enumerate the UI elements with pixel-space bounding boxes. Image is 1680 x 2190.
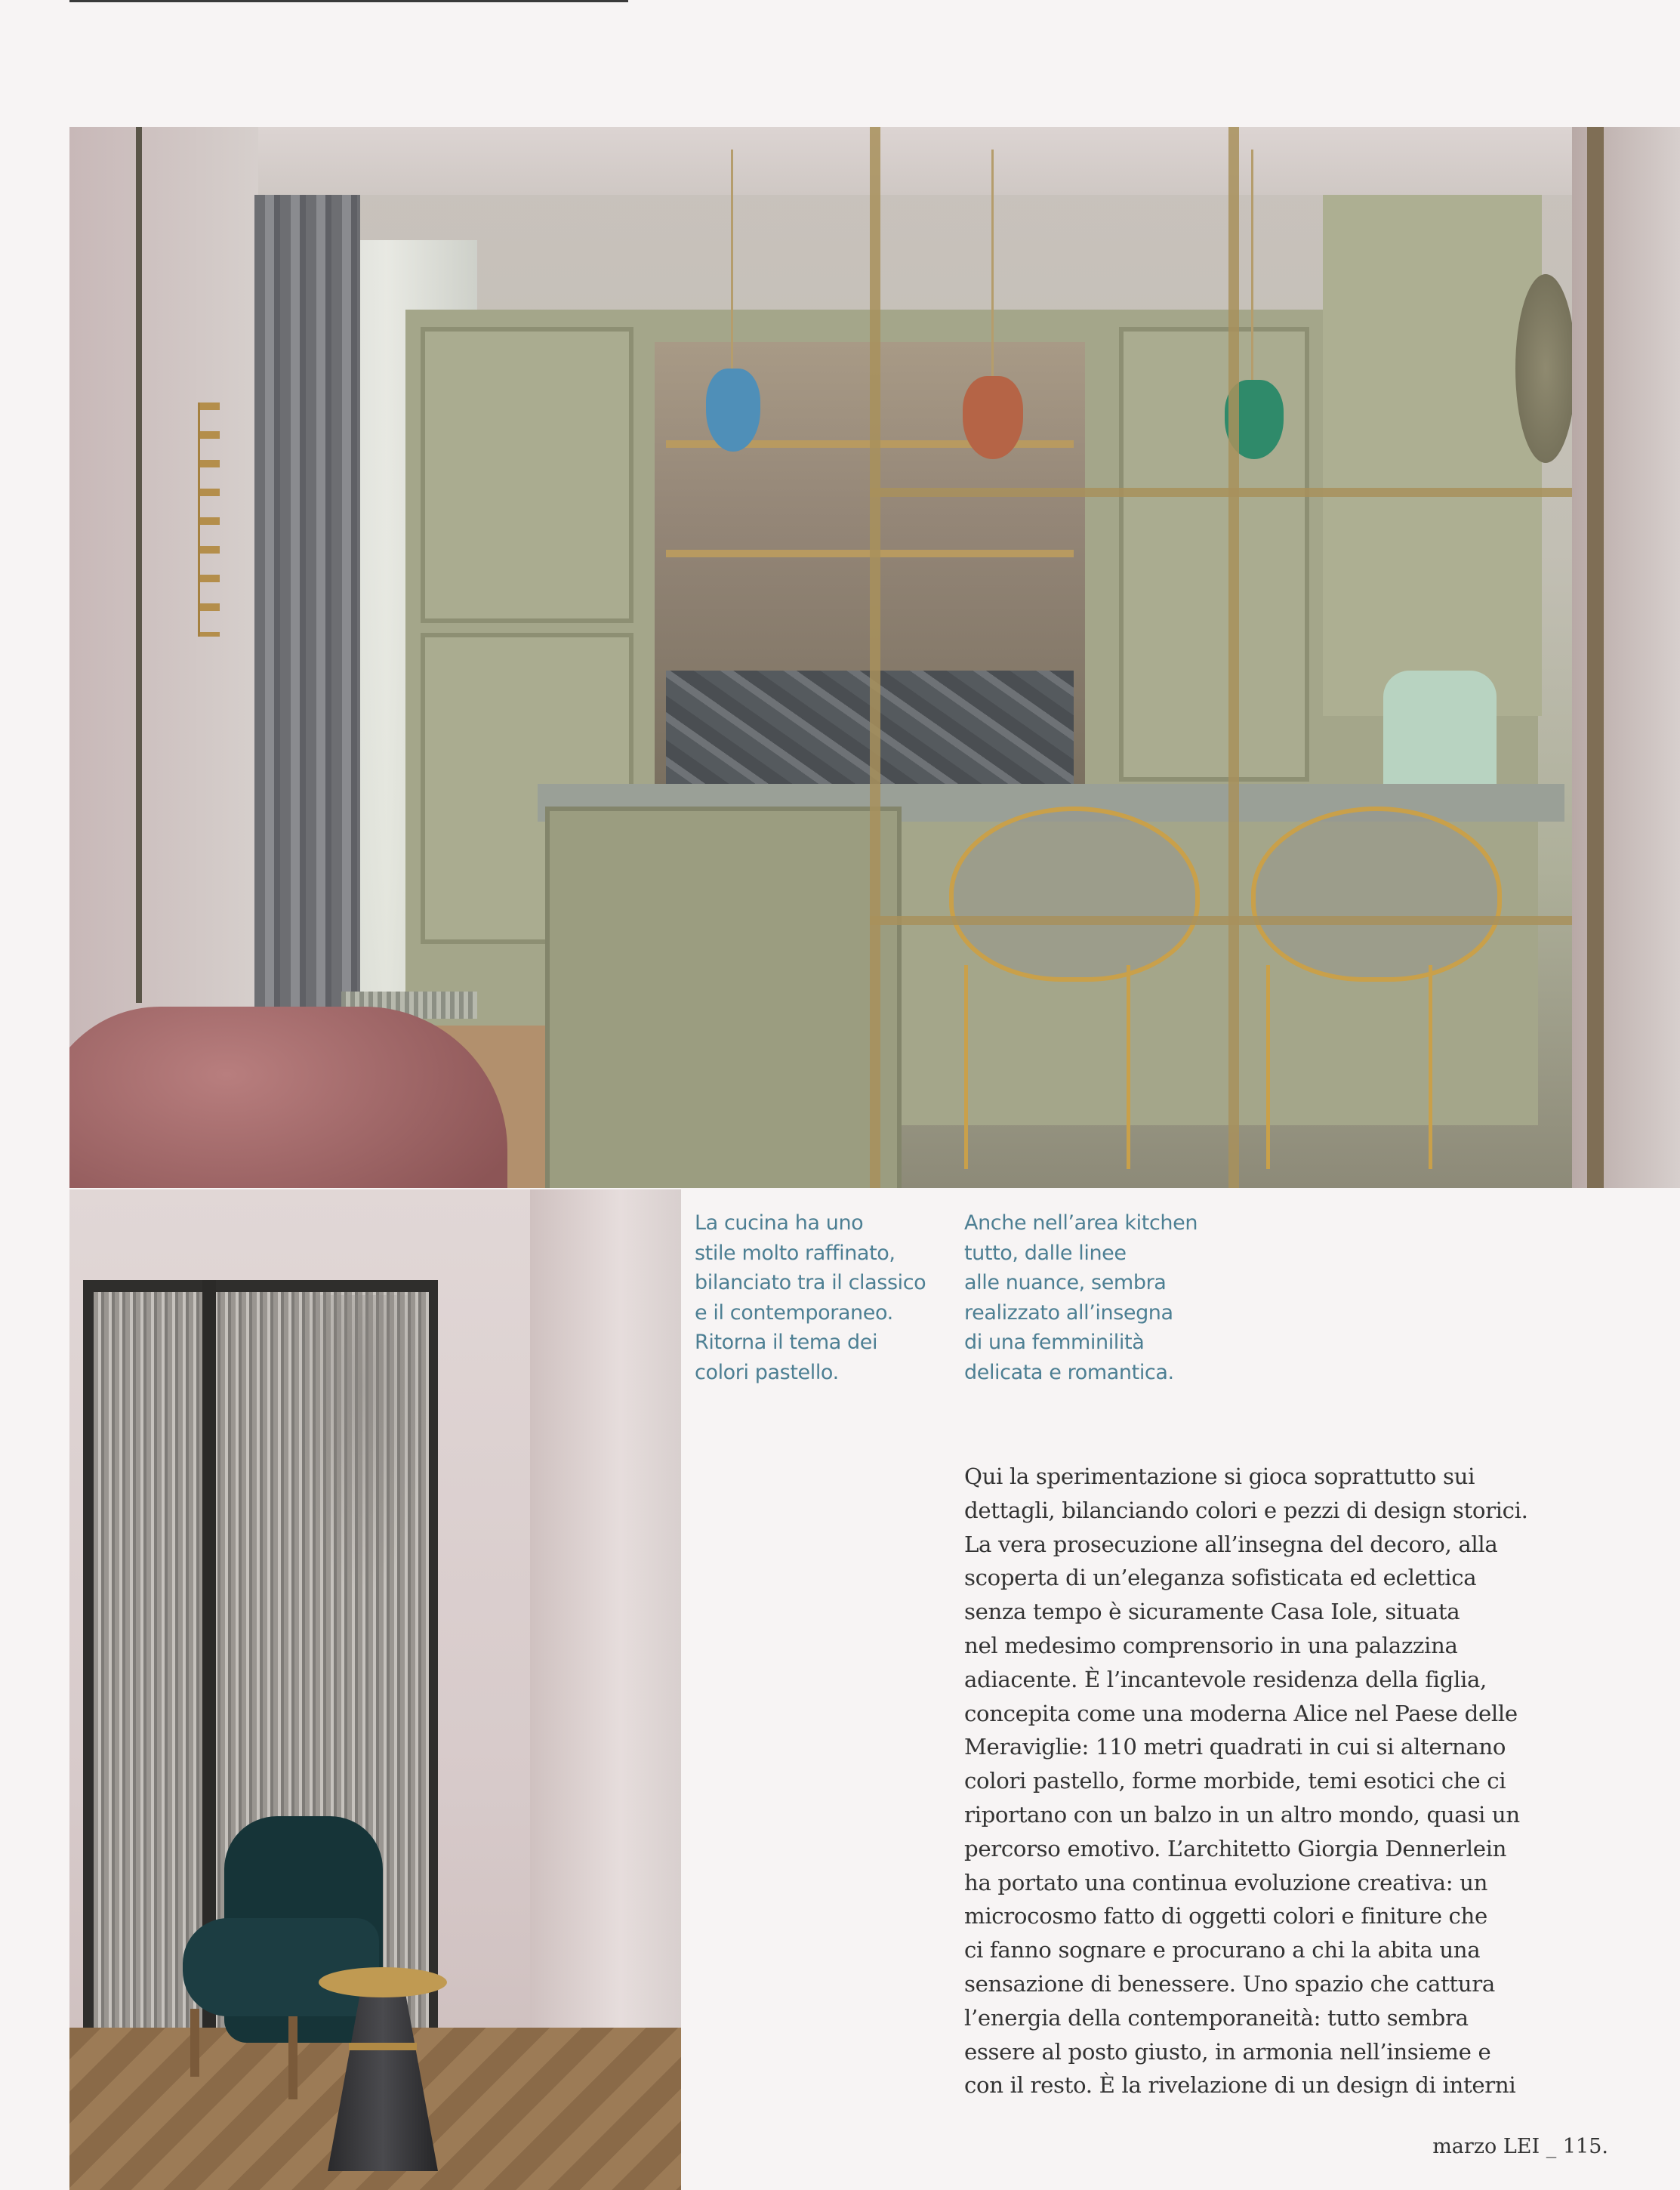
caption-line: alle nuance, sembra	[964, 1271, 1167, 1294]
body-line: con il resto. È la rivelazione di un design di interni	[964, 2072, 1516, 2099]
door-post	[1587, 127, 1604, 1188]
page-folio	[1432, 2135, 1608, 2158]
caption-line: Anche nell’area kitchen	[964, 1211, 1198, 1235]
body-line: l’energia della contemporaneità: tutto sembra	[964, 2004, 1469, 2031]
kitchen-island	[545, 807, 902, 1188]
pendant-lamp-amber	[963, 376, 1023, 459]
pendant-cord	[731, 150, 733, 376]
wall-clock	[1515, 274, 1576, 463]
caption-line: e il contemporaneo.	[695, 1300, 893, 1325]
glass-partition-frame	[870, 127, 880, 1188]
body-line: adiacente. È l’incantevole residenza della figlia,	[964, 1666, 1487, 1692]
side-table-top	[319, 1967, 447, 1997]
caption-line: Ritorna il tema dei	[695, 1331, 878, 1354]
cabinet-panel	[1119, 327, 1309, 782]
cabinet-panel	[421, 327, 633, 623]
glass-partition-frame	[1228, 127, 1239, 1188]
body-line: microcosmo fatto di oggetti colori e finiture che	[964, 1903, 1487, 1929]
body-line: La vera prosecuzione all’insegna del decoro, alla	[964, 1531, 1498, 1557]
stool-leg	[964, 965, 968, 1169]
pendant-lamp-blue	[706, 369, 760, 452]
glass-partition-frame	[870, 916, 1595, 925]
body-line: riportano con un balzo in un altro mondo, quasi un	[964, 1801, 1520, 1828]
caption-line: tutto, dalle linee	[964, 1241, 1127, 1265]
stand-mixer	[1383, 671, 1497, 791]
bar-stool	[949, 807, 1200, 982]
body-line: dettagli, bilanciando colori e pezzi di design storici.	[964, 1497, 1528, 1523]
pendant-cord	[991, 150, 994, 391]
page-number: 115.	[1562, 2135, 1608, 2158]
top-rule	[69, 0, 628, 2]
stool-leg	[1266, 965, 1270, 1169]
side-table-ring	[349, 2043, 417, 2050]
folio-month: marzo	[1432, 2135, 1497, 2158]
folio-magazine: LEI	[1503, 2135, 1540, 2158]
glass-partition-frame	[870, 488, 1595, 497]
body-line: essere al posto giusto, in armonia nell’insieme e	[964, 2038, 1491, 2065]
curtain	[254, 195, 360, 1033]
door-frame	[136, 127, 142, 1003]
armchair-leg	[288, 2016, 297, 2099]
body-line: senza tempo è sicuramente Casa Iole, situata	[964, 1599, 1460, 1625]
bar-stool	[1251, 807, 1502, 982]
caption-line: delicata e romantica.	[964, 1360, 1174, 1384]
stool-leg	[1127, 965, 1130, 1169]
body-line: nel medesimo comprensorio in una palazzina	[964, 1632, 1458, 1658]
caption-line: La cucina ha uno	[695, 1211, 864, 1235]
photo-caption-left	[695, 1208, 944, 1387]
body-line: Meraviglie: 110 metri quadrati in cui si alternano	[964, 1734, 1506, 1760]
body-line: ci fanno sognare e procurano a chi la abita una	[964, 1937, 1481, 1963]
armchair-leg	[190, 2009, 199, 2077]
upper-cabinets	[1323, 195, 1542, 716]
armchair-seat	[183, 1918, 379, 2016]
photo-caption-right	[964, 1208, 1213, 1387]
tropical-mural	[296, 1295, 429, 1597]
body-line: percorso emotivo. L’architetto Giorgia Dennerlein	[964, 1835, 1507, 1862]
caption-line: stile molto raffinato,	[695, 1241, 895, 1265]
kitchen-photo	[69, 127, 1680, 1188]
caption-line: bilanciato tra il classico	[695, 1271, 926, 1294]
caption-line: realizzato all’insegna	[964, 1300, 1173, 1325]
body-line: concepita come una moderna Alice nel Paese delle	[964, 1700, 1518, 1726]
wall-hanger	[198, 403, 220, 637]
stool-leg	[1429, 965, 1432, 1169]
body-line: colori pastello, forme morbide, temi esotici che ci	[964, 1768, 1506, 1794]
caption-line: di una femminilità	[964, 1331, 1145, 1354]
hallway-photo	[69, 1189, 681, 2190]
caption-line: colori pastello.	[695, 1360, 839, 1384]
body-line: Qui la sperimentazione si gioca soprattutto sui	[964, 1464, 1475, 1489]
body-line: ha portato una continua evoluzione creativa: un	[964, 1869, 1488, 1895]
body-line: sensazione di benessere. Uno spazio che cattura	[964, 1970, 1495, 1997]
article-body	[964, 1460, 1568, 2102]
pink-armchair	[69, 1007, 507, 1188]
pendant-cord	[1251, 150, 1253, 391]
body-line: scoperta di un’eleganza sofisticata ed eclettica	[964, 1565, 1477, 1591]
folio-separator: _	[1546, 2135, 1557, 2158]
